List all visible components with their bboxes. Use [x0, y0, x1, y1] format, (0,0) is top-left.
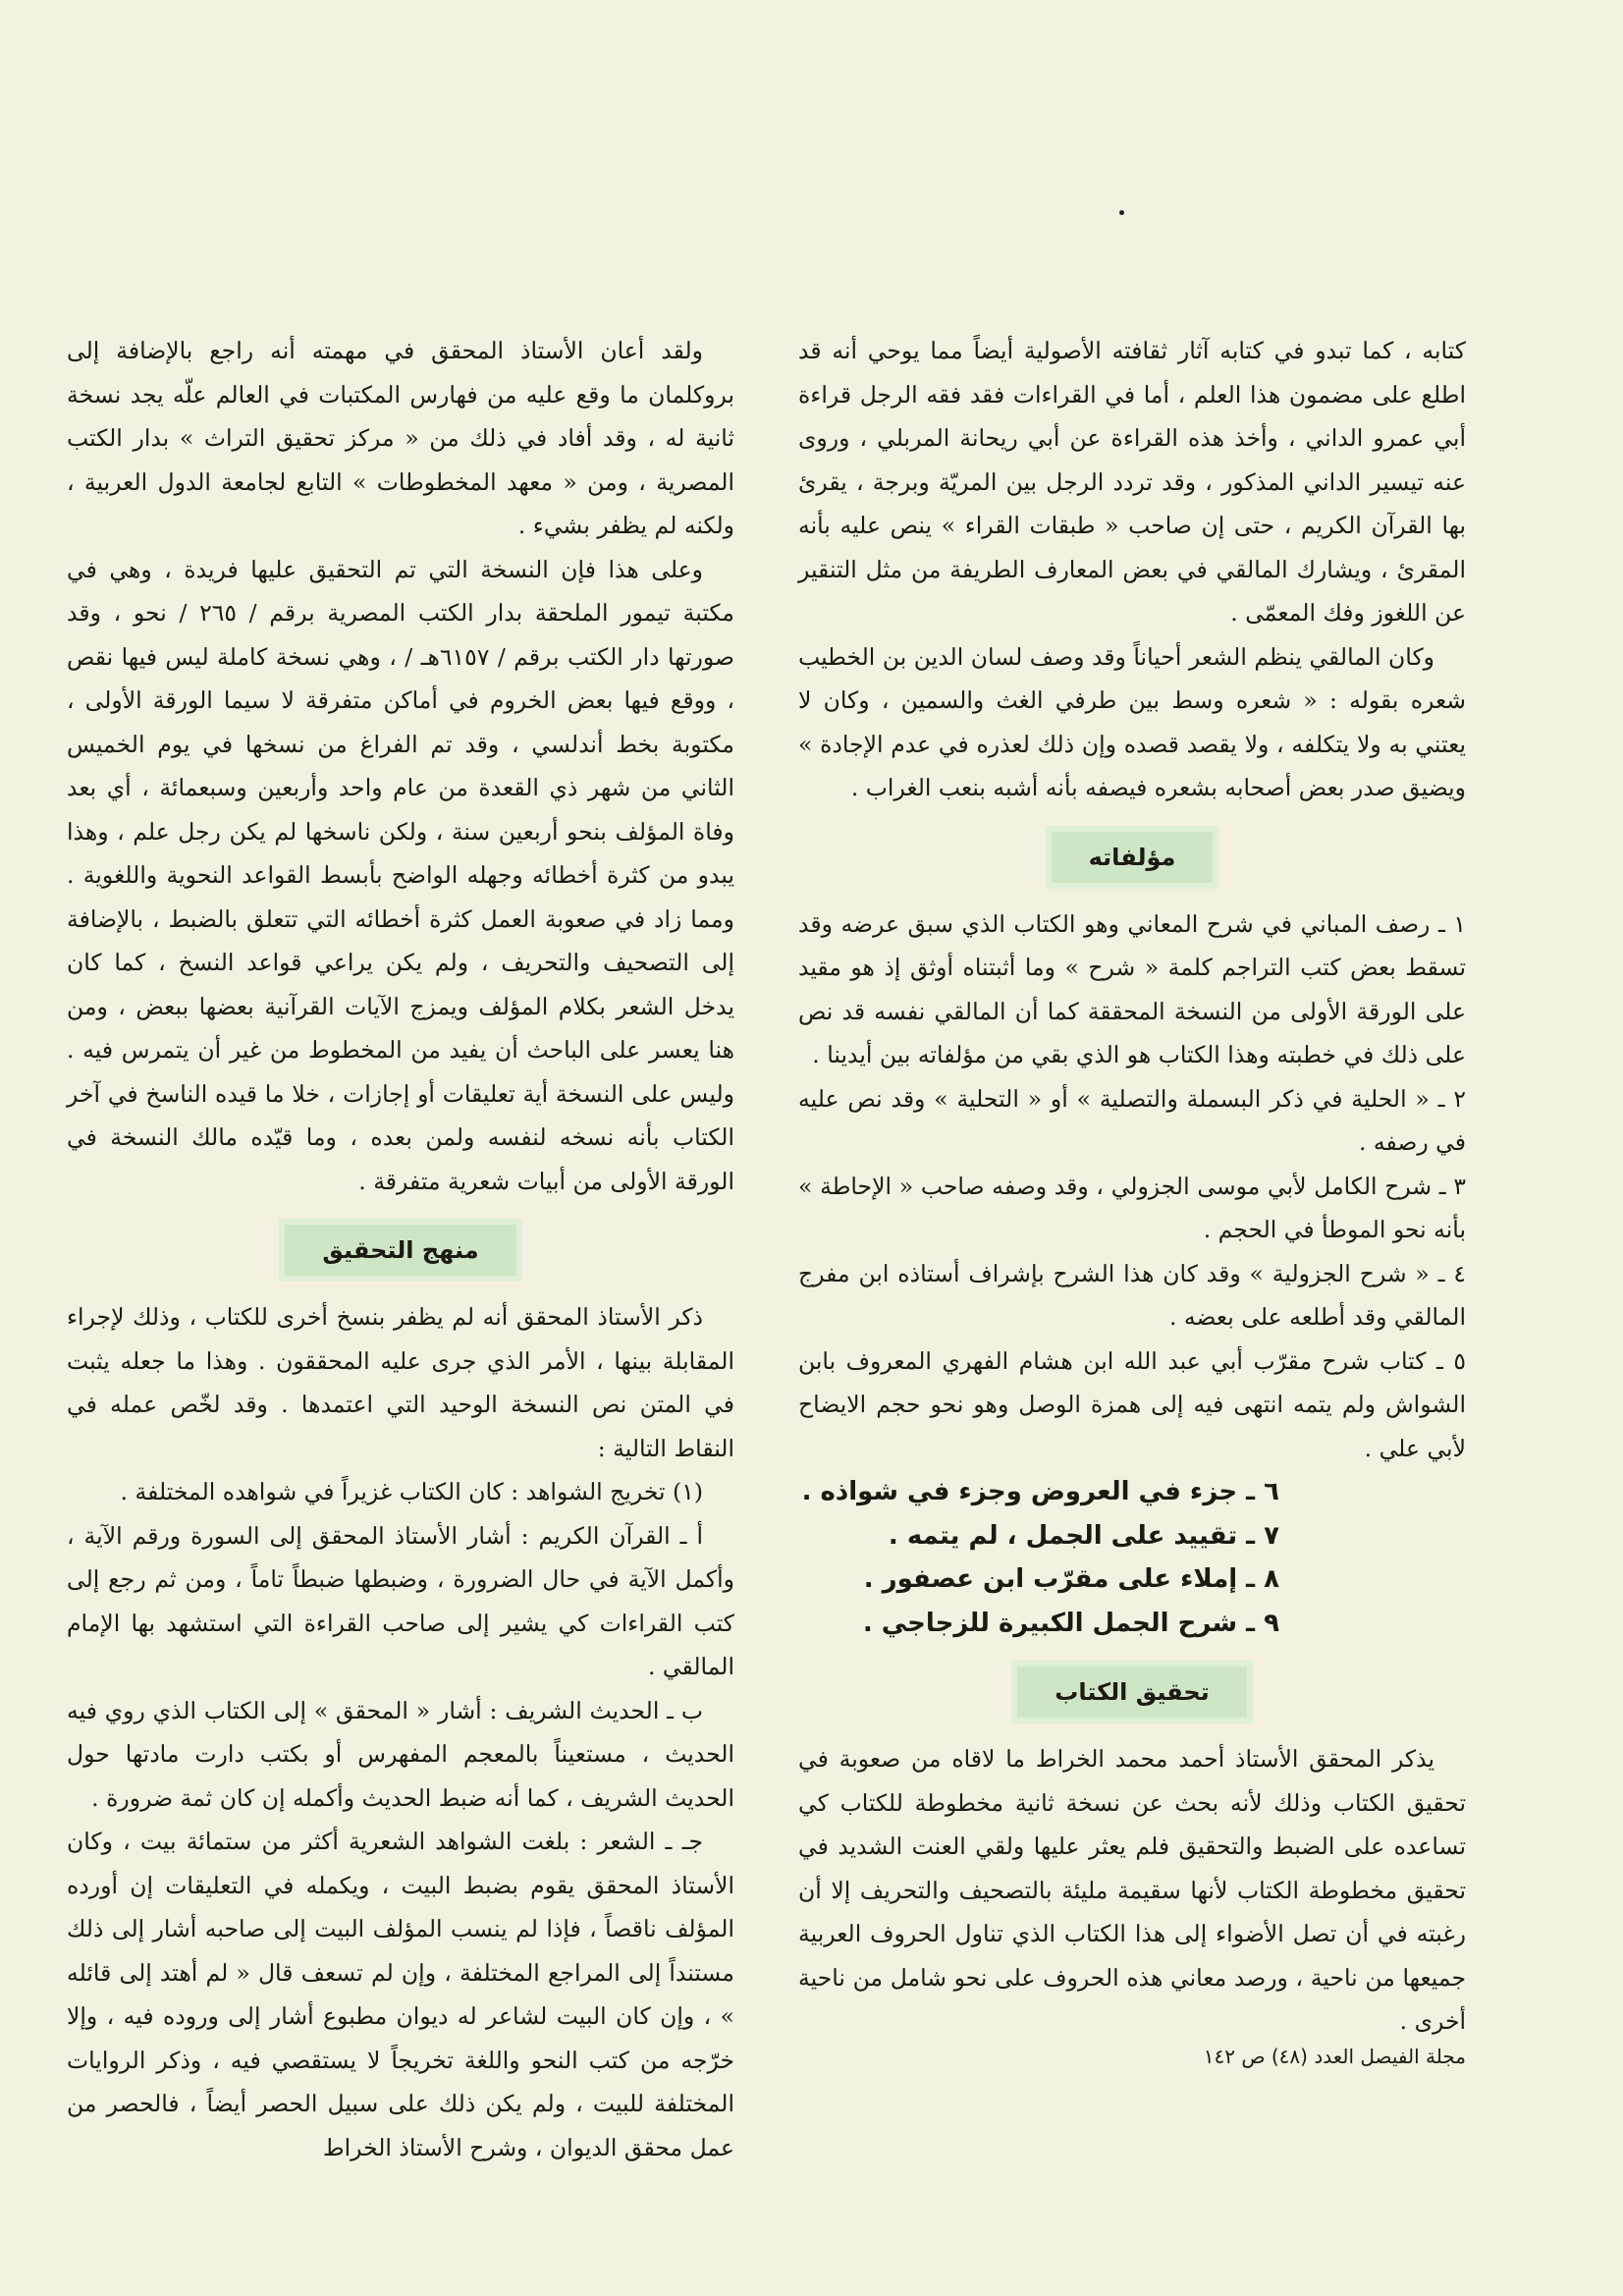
method-heading: منهج التحقيق: [285, 1225, 515, 1276]
tahqiq-heading-wrap: [798, 1667, 1466, 1718]
method-heading-wrap: [67, 1225, 734, 1276]
method-item-4: جـ ـ الشعر : بلغت الشواهد الشعرية أكثر من ستمائة بيت ، وكان الأستاذ المحقق يقوم بضبط البيت ، ويكمله في التعليقات إن أورده المؤلف ناقصاً ، فإذا لم ينسب المؤلف البيت إلى صاحبه أشار إلى ذلك مستنداً إلى المراجع المختلفة ، وإن لم تسعف قال « لم أهتد إلى قائله » ، وإن كان البيت لشاعر له ديوان مطبوع أشار إلى وروده فيه ، وإلا خرّجه من كتب النحو واللغة تخريجاً لا يستقصي فيه ، وذكر الروايات المختلفة للبيت ، ولم يكن ذلك على سبيل الحصر أيضاً ، فالحصر من عمل محقق الديوان ، وشرح الأستاذ الخراط: [67, 1828, 734, 2161]
works-heading-wrap: [798, 832, 1466, 883]
work-item-5: ٥ ـ كتاب شرح مقرّب أبي عبد الله ابن هشام الفهري المعروف بابن الشواش ولم يتمه انتهى فيه إلى همزة الوصل وهو نحو حجم الايضاح لأبي علي .: [798, 1346, 1466, 1462]
left-column: [67, 329, 734, 2169]
ink-dot: [1119, 210, 1124, 215]
method-item-2: أ ـ القرآن الكريم : أشار الأستاذ المحقق إلى السورة ورقم الآية ، وأكمل الآية في حال الضرورة ، وضبطها ضبطاً تاماً ، ومن ثم رجع إلى كتب القراءات كي يشير إلى صاحب القراءة التي استشهد بها الإمام المالقي .: [67, 1521, 734, 1680]
right-column: [798, 329, 1466, 2044]
works-heading: مؤلفاته: [1052, 832, 1214, 883]
intro-paragraph-1: كتابه ، كما تبدو في كتابه آثار ثقافته الأصولية أيضاً مما يوحي أنه قد اطلع على مضمون هذا العلم ، أما في القراءات فقد فقه الرجل قراءة أبي عمرو الداني ، وأخذ هذه القراءة عن أبي ريحانة المربلي ، وروى عنه تيسير الداني المذكور ، وقد تردد الرجل بين المريّة وبرجة ، يقرئ بها القرآن الكريم ، حتى إن صاحب « طبقات القراء » ينص عليه بأنه المقرئ ، ويشارك المالقي في بعض المعارف الطريفة من مثل التنقير عن اللغوز وفك المعمّى .: [798, 337, 1466, 627]
method-item-1: (١) تخريج الشواهد : كان الكتاب غزيراً في شواهده المختلفة .: [120, 1478, 703, 1505]
page-footer: مجلة الفيصل العدد (٤٨) ص ١٤٢: [1203, 2045, 1466, 2068]
left-paragraph-2: وعلى هذا فإن النسخة التي تم التحقيق عليها فريدة ، وهي في مكتبة تيمور الملحقة بدار الكتب المصرية برقم / ٢٦٥ / نحو ، وقد صورتها دار الكتب برقم / ٦١٥٧هـ / ، وهي نسخة كاملة ليس فيها نقص ، ووقع فيها بعض الخروم في أماكن متفرقة لا سيما الورقة الأولى ، مكتوبة بخط أندلسي ، وقد تم الفراغ من نسخها في يوم الخميس الثاني من شهر ذي القعدة من عام واحد وأربعين وسبعمائة ، أي بعد وفاة المؤلف بنحو أربعين سنة ، ولكن ناسخها لم يكن رجل علم ، وهذا يبدو من كثرة أخطائه وجهله الواضح بأبسط القواعد النحوية واللغوية . ومما زاد في صعوبة العمل كثرة أخطائه التي تتعلق بالضبط ، بالإضافة إلى التصحيف والتحريف ، ولم يكن يراعي قواعد النسخ ، كما كان يدخل الشعر بكلام المؤلف ويمزج الآيات القرآنية بعضها ببعض ، ومن هنا يعسر على الباحث أن يفيد من المخطوط من غير أن يتمرس فيه . وليس على النسخة أية تعليقات أو إجازات ، خلا ما قيده الناسخ في آخر الكتاب بأنه نسخه لنفسه ولمن بعده ، وما قيّده مالك النسخة في الورقة الأولى من أبيات شعرية متفرقة .: [67, 555, 735, 1195]
left-paragraph-1: ولقد أعان الأستاذ المحقق في مهمته أنه راجع بالإضافة إلى بروكلمان ما وقع عليه من فهارس المكتبات في العالم علّه يجد نسخة ثانية له ، وقد أفاد في ذلك من « مركز تحقيق التراث » بدار الكتب المصرية ، ومن « معهد المخطوطات » التابع لجامعة الدول العربية ، ولكنه لم يظفر بشيء .: [67, 337, 734, 539]
works-list: [798, 902, 1466, 1646]
work-item-8: ٨ ـ إملاء على مقرّب ابن عصفور .: [863, 1564, 1279, 1594]
method-paragraph: ذكر الأستاذ المحقق أنه لم يظفر بنسخ أخرى للكتاب ، وذلك لإجراء المقابلة بينها ، الأمر الذي جرى عليه المحققون . وهذا ما جعله يثبت في المتن نص النسخة الوحيد التي اعتمدها . وقد لخّص عمله في النقاط التالية :: [67, 1303, 734, 1462]
work-item-4: ٤ ـ « شرح الجزولية » وقد كان هذا الشرح بإشراف أستاذه ابن مفرج المالقي وقد أطلعه على بعضه .: [798, 1259, 1466, 1331]
work-item-7: ٧ ـ تقييد على الجمل ، لم يتمه .: [888, 1520, 1279, 1551]
work-item-6: ٦ ـ جزء في العروض وجزء في شواذه .: [801, 1477, 1279, 1506]
intro-paragraph-2: وكان المالقي ينظم الشعر أحياناً وقد وصف لسان الدين بن الخطيب شعره بقوله : « شعره وسط بين طرفي الغث والسمين ، وكان لا يعتني به ولا يتكلفه ، ولا يقصد قصده وإن ذلك لعذره في عدم الإجادة » ويضيق صدر بعض أصحابه بشعره فيصفه بأنه أشبه بنعب الغراب .: [798, 642, 1466, 801]
work-item-9: ٩ ـ شرح الجمل الكبيرة للزجاجي .: [862, 1608, 1279, 1638]
work-item-2: ٢ ـ « الحلية في ذكر البسملة والتصلية » أو « التحلية » وقد نص عليه في رصفه .: [798, 1084, 1466, 1156]
method-item-3: ب ـ الحديث الشريف : أشار « المحقق » إلى الكتاب الذي روي فيه الحديث ، مستعيناً بالمعجم المفهرس أو بكتب دارت مادتها حول الحديث الشريف ، كما أنه ضبط الحديث وأكمله إن كان ثمة ضرورة .: [67, 1696, 734, 1812]
tahqiq-paragraph: يذكر المحقق الأستاذ أحمد محمد الخراط ما لاقاه من صعوبة في تحقيق الكتاب وذلك لأنه بحث عن نسخة ثانية مخطوطة للكتاب كي تساعده على الضبط والتحقيق فلم يعثر عليها ولقي العنت الشديد في تحقيق مخطوطة الكتاب لأنها سقيمة مليئة بالتصحيف والتحريف إلا أن رغبته في أن تصل الأضواء إلى هذا الكتاب الذي تناول الحروف العربية جميعها من ناحية ، ورصد معاني هذه الحروف على نحو شامل من ناحية أخرى .: [798, 1745, 1466, 2035]
tahqiq-heading: تحقيق الكتاب: [1017, 1667, 1247, 1718]
work-item-1: ١ ـ رصف المباني في شرح المعاني وهو الكتاب الذي سبق عرضه وقد تسقط بعض كتب التراجم كلمة « شرح » وما أثبتناه أوثق إذ هو مقيد على الورقة الأولى من النسخة المحققة كما أن المالقي نفسه قد نص على ذلك في خطبته وهذا الكتاب هو الذي بقي من مؤلفاته بين أيدينا .: [798, 909, 1466, 1068]
work-item-3: ٣ ـ شرح الكامل لأبي موسى الجزولي ، وقد وصفه صاحب « الإحاطة » بأنه نحو الموطأ في الحجم .: [798, 1172, 1466, 1243]
